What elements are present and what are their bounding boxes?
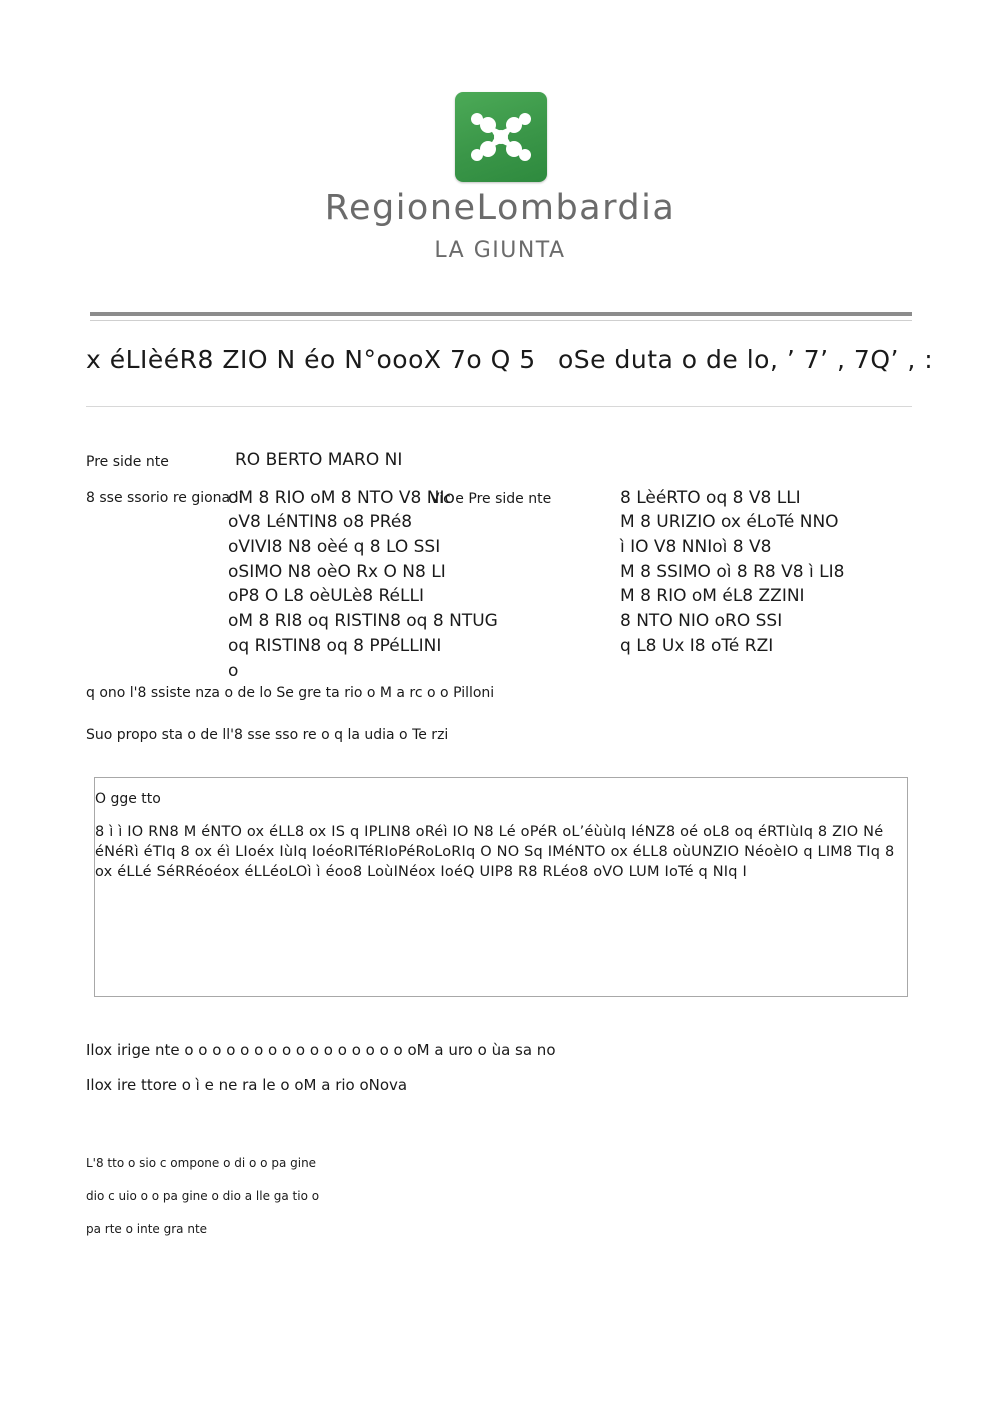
seduta-date: oSe duta o de lo, ’ 7’ , 7Q’ , : bbox=[558, 345, 934, 374]
pagine-count-note: L'8 tto o sio c ompone o di o o pa gine bbox=[86, 1156, 317, 1170]
presidente-name: RO BERTO MARO NI bbox=[235, 450, 403, 470]
vice-presidente-label: Vic e Pre side nte bbox=[430, 491, 552, 507]
assessori-label: 8 sse ssorio re giona li bbox=[86, 490, 243, 506]
giunta-subtitle: LA GIUNTA bbox=[434, 238, 566, 263]
assessore-right: 8 NTO NIO oRO SSI bbox=[620, 611, 783, 631]
assessore-left: oM 8 RIO oM 8 NTO V8 NIo bbox=[228, 488, 455, 508]
assessore-right: M 8 SSIMO oì 8 R8 V8 ì LI8 bbox=[620, 562, 845, 582]
brand-name: RegioneLombardia bbox=[324, 188, 676, 228]
title-divider bbox=[86, 406, 912, 407]
assessore-right: 8 LèéRTO oq 8 V8 LLI bbox=[620, 488, 801, 508]
assistenza-segretario: q ono l'8 ssiste nza o de lo Se gre ta rio o M a rc o o Pilloni bbox=[86, 685, 495, 701]
assessore-right: ì IO V8 NNIoì 8 V8 bbox=[620, 537, 772, 557]
deliberazione-number: x éLIèéR8 ZIO N éo N°oooX 7o Q 5 bbox=[86, 345, 536, 374]
assessore-right: M 8 URIZIO ox éLoTé NNO bbox=[620, 512, 839, 532]
assessore-left: oV8 LéNTIN8 o8 PRé8 bbox=[228, 512, 413, 532]
oggetto-text: 8 ì ì IO RN8 M éNTO ox éLL8 ox IS q IPLIN8 oRéì IO N8 Lé oPéR oL’éùùIq IéNZ8 oé oL8 oq éRTIùIq 8 ZIO Né éNéRì éTIq 8 ox éì LIoéx IùIq IoéoRITéRIoPéRoLoRIq O NO Sq IMéNTO ox éLL8 oùUNZIO NéoèIO q LIM8 TIq 8 ox éLLé SéRRéoéox éLLéoLOì ì éoo8 LoùINéox IoéQ UIP8 R8 RLéo8 oVO LUM IoTé q NIq I bbox=[95, 824, 895, 880]
assessore-left: oP8 O L8 oèULè8 RéLLI bbox=[228, 586, 424, 606]
header-divider bbox=[90, 312, 912, 316]
proposta-assessore: Suo propo sta o de ll'8 sse sso re o q la udia o Te rzi bbox=[86, 727, 449, 743]
assessore-left: oVIVI8 N8 oèé q 8 LO SSI bbox=[228, 537, 441, 557]
assessore-right: M 8 RIO oM éL8 ZZINI bbox=[620, 586, 805, 606]
assessore-left: oSIMO N8 oèO Rx O N8 LI bbox=[228, 562, 446, 582]
assessore-left: oM 8 RI8 oq RISTIN8 oq 8 NTUG bbox=[228, 611, 498, 631]
lombardy-rose-icon bbox=[455, 92, 547, 182]
dirigente-signature: Ilox irige nte o o o o o o o o o o o o o o o o oM a uro o ùa sa no bbox=[86, 1041, 556, 1059]
assessore-left: oq RISTIN8 oq 8 PPéLLINI bbox=[228, 636, 442, 656]
direttore-signature: Ilox ire ttore o ì e ne ra le o oM a rio oNova bbox=[86, 1076, 408, 1094]
presidente-label: Pre side nte bbox=[86, 454, 169, 470]
header-divider-thin bbox=[90, 320, 912, 321]
oggetto-box bbox=[94, 777, 908, 997]
assessore-right: q L8 Ux I8 oTé RZI bbox=[620, 636, 774, 656]
allegati-count-note: dio c uio o o pa gine o dio a lle ga tio o bbox=[86, 1189, 320, 1203]
oggetto-label: O gge tto bbox=[95, 791, 161, 807]
parte-integrante-note: pa rte o inte gra nte bbox=[86, 1222, 208, 1236]
region-logo bbox=[455, 92, 547, 182]
assessore-left: o bbox=[228, 661, 239, 681]
